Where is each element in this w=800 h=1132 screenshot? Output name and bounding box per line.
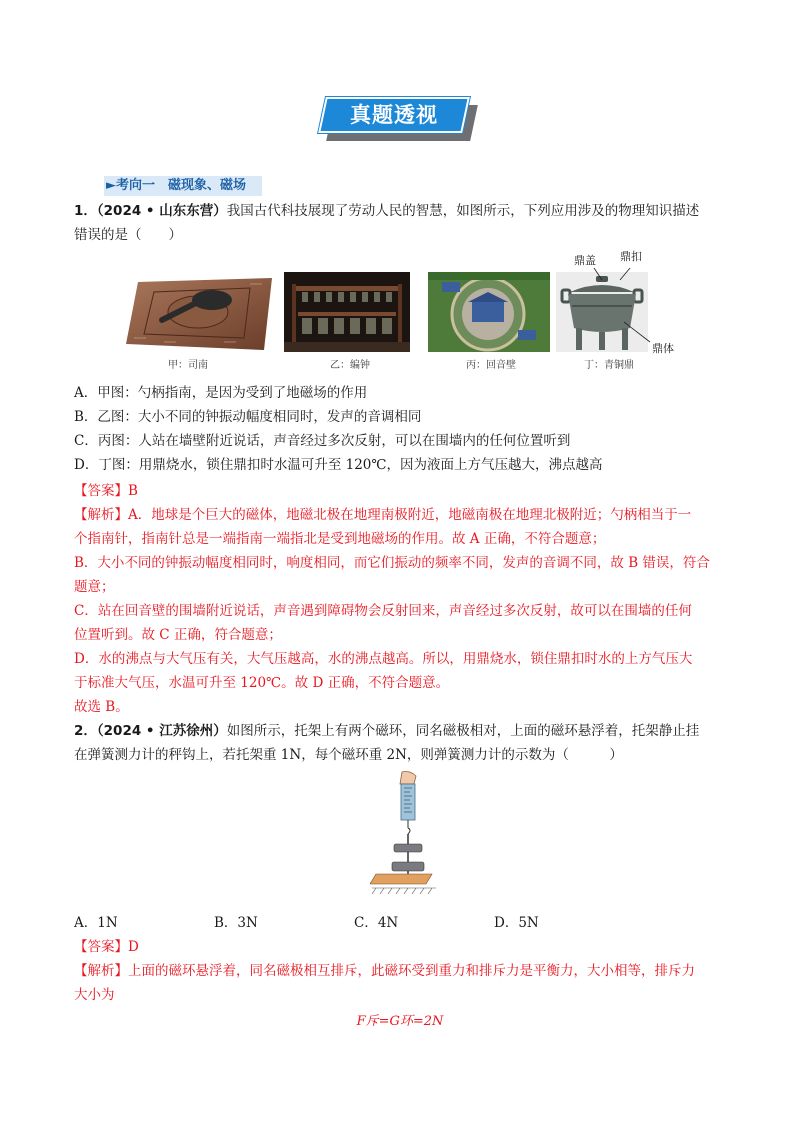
caption-qingtongding: 丁：青铜鼎 [584, 360, 634, 371]
q2-stem-text: 如图所示，托架上有两个磁环，同名磁极相对，上面的磁环悬浮着，托架静止挂 [226, 723, 700, 739]
q2-analysis-line2: 大小为 [74, 987, 115, 1003]
q1-option-a: A．甲图：勺柄指南，是因为受到了地磁场的作用 [74, 385, 368, 401]
label-dingti: 鼎体 [652, 342, 674, 355]
q1-analysis-line9: 故选 B。 [74, 699, 129, 715]
q2-option-a: A．1N [74, 915, 118, 931]
q1-analysis-line4: 题意； [74, 579, 115, 595]
q1-stem-text: 我国古代科技展现了劳动人民的智慧，如图所示，下列应用涉及的物理知识描述 [226, 203, 700, 219]
q2-stem-line2: 在弹簧测力计的秤钩上，若托架重 1N，每个磁环重 2N，则弹簧测力计的示数为（ ） [74, 747, 623, 763]
q2-option-b: B．3N [214, 915, 258, 931]
q1-answer: 【答案】B [74, 483, 138, 499]
q2-option-c: C．4N [354, 915, 399, 931]
q1-stem-line2: 错误的是（ ） [74, 227, 182, 243]
q2-analysis-line1 [74, 960, 734, 982]
q2-analysis-text1: 上面的磁环悬浮着，同名磁极相互排斥，此磁环受到重力和排斥力是平衡力，大小相等，排斥力 [128, 963, 695, 979]
figure-bianzhong [284, 272, 410, 352]
figure-spring-scale [370, 770, 440, 898]
q1-analysis-line7: D．水的沸点与大气压有关，大气压越高，水的沸点越高。所以，用鼎烧水，锁住鼎扣时水的上方气压大 [74, 651, 693, 667]
q2-formula: F斥=G环=2N [356, 1014, 444, 1029]
caption-bianzhong: 乙：编钟 [330, 360, 370, 371]
q2-analysis-tag: 【解析】 [74, 963, 128, 979]
q1-analysis-line5: C．站在回音壁的围墙附近说话，声音遇到障碍物会反射回来，声音经过多次反射，故可以在围墙的任何 [74, 603, 692, 619]
section-label: ►考向一 磁现象、磁场 [104, 176, 262, 196]
q1-analysis-line8: 于标准大气压，水温可升至 120℃。故 D 正确，不符合题意。 [74, 675, 450, 691]
q1-source: （2024 • 山东东营） [96, 203, 227, 219]
ding-leader-lines [580, 258, 660, 348]
q1-option-d: D．丁图：用鼎烧水，锁住鼎扣时水温可升至 120℃，因为液面上方气压越大，沸点越高 [74, 457, 603, 473]
q2-number: 2． [74, 723, 97, 739]
q1-option-c: C．丙图：人站在墙壁附近说话，声音经过多次反射，可以在围墙内的任何位置听到 [74, 433, 571, 449]
q1-analysis-line6: 位置听到。故 C 正确，符合题意； [74, 627, 282, 643]
q1-analysis-line2: 个指南针，指南针总是一端指南一端指北是受到地磁场的作用。故 A 正确，不符合题意； [74, 531, 606, 547]
q1-stem-line1 [74, 200, 734, 222]
label-dinggai: 鼎盖 [574, 254, 596, 267]
figure-huiyinbi [428, 272, 550, 352]
q2-answer: 【答案】D [74, 939, 139, 955]
label-dingkou: 鼎扣 [620, 250, 642, 263]
banner-title: 真题透视 [350, 103, 438, 127]
q1-option-b: B．乙图：大小不同的钟振动幅度相同时，发声的音调相同 [74, 409, 422, 425]
section-banner [322, 97, 474, 141]
q2-source: （2024 • 江苏徐州） [96, 723, 227, 739]
q1-analysis-line1 [74, 504, 734, 526]
caption-huiyinbi: 丙：回音壁 [466, 360, 516, 371]
q1-analysis-line3: B．大小不同的钟振动幅度相同时，响度相同，而它们振动的频率不同，发声的音调不同，故 B 错误，符合 [74, 555, 710, 571]
caption-sinan: 甲：司南 [168, 360, 208, 371]
q1-number: 1． [74, 203, 97, 219]
q2-option-d: D．5N [494, 915, 539, 931]
q1-analysis-tag: 【解析】 [74, 507, 128, 523]
q1-analysis-text1: A．地球是个巨大的磁体，地磁北极在地理南极附近，地磁南极在地理北极附近；勺柄相当于一 [128, 507, 692, 523]
figure-sinan [124, 272, 272, 352]
q2-stem-line1 [74, 720, 734, 742]
